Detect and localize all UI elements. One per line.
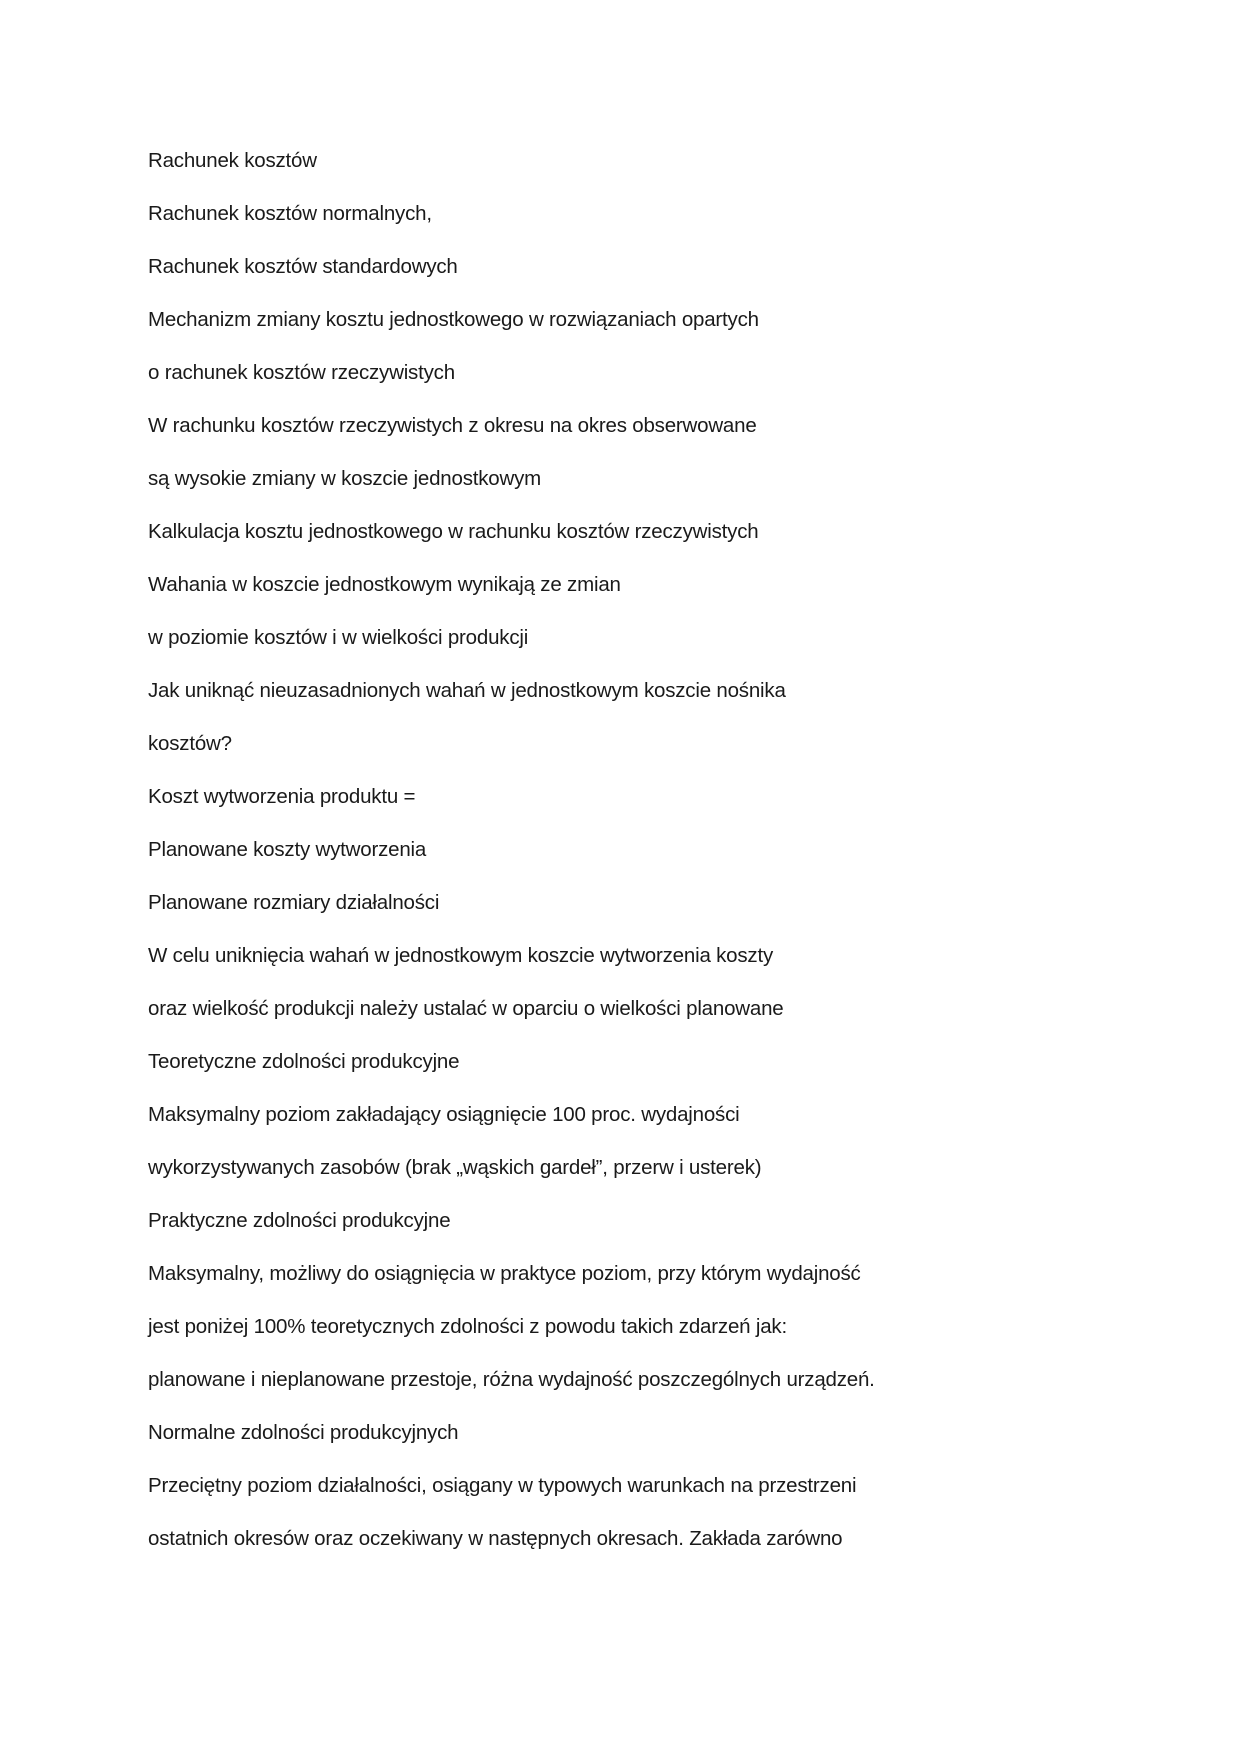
text-line: Rachunek kosztów standardowych [148,255,458,278]
text-line: Koszt wytworzenia produktu = [148,785,416,808]
text-line: planowane i nieplanowane przestoje, różna wydajność poszczególnych urządzeń. [148,1368,875,1391]
text-line: Mechanizm zmiany kosztu jednostkowego w rozwiązaniach opartych [148,308,759,331]
text-line: Maksymalny, możliwy do osiągnięcia w praktyce poziom, przy którym wydajność [148,1262,861,1285]
text-line: wykorzystywanych zasobów (brak „wąskich gardeł”, przerw i usterek) [148,1156,762,1179]
text-line: Planowane koszty wytworzenia [148,838,427,861]
text-line: są wysokie zmiany w koszcie jednostkowym [148,467,542,490]
text-line: Rachunek kosztów [148,149,317,172]
text-line: kosztów? [148,732,232,755]
text-line: oraz wielkość produkcji należy ustalać w oparciu o wielkości planowane [148,997,784,1020]
text-line: ostatnich okresów oraz oczekiwany w następnych okresach. Zakłada zarówno [148,1527,843,1550]
text-line: w poziomie kosztów i w wielkości produkcji [148,626,529,649]
text-line: Planowane rozmiary działalności [148,891,440,914]
text-line: o rachunek kosztów rzeczywistych [148,361,455,384]
text-line: Normalne zdolności produkcyjnych [148,1421,459,1444]
text-line: Praktyczne zdolności produkcyjne [148,1209,451,1232]
text-line: Rachunek kosztów normalnych, [148,202,432,225]
document-body [148,146,1148,1577]
text-line: W rachunku kosztów rzeczywistych z okresu na okres obserwowane [148,414,757,437]
text-line: W celu uniknięcia wahań w jednostkowym koszcie wytworzenia koszty [148,944,774,967]
text-line: Kalkulacja kosztu jednostkowego w rachunku kosztów rzeczywistych [148,520,759,543]
text-line: Teoretyczne zdolności produkcyjne [148,1050,460,1073]
text-line: Maksymalny poziom zakładający osiągnięcie 100 proc. wydajności [148,1103,740,1126]
text-line: Przeciętny poziom działalności, osiągany w typowych warunkach na przestrzeni [148,1474,857,1497]
text-line: jest poniżej 100% teoretycznych zdolności z powodu takich zdarzeń jak: [148,1315,787,1338]
text-line: Jak uniknąć nieuzasadnionych wahań w jednostkowym koszcie nośnika [148,679,786,702]
text-line: Wahania w koszcie jednostkowym wynikają ze zmian [148,573,621,596]
